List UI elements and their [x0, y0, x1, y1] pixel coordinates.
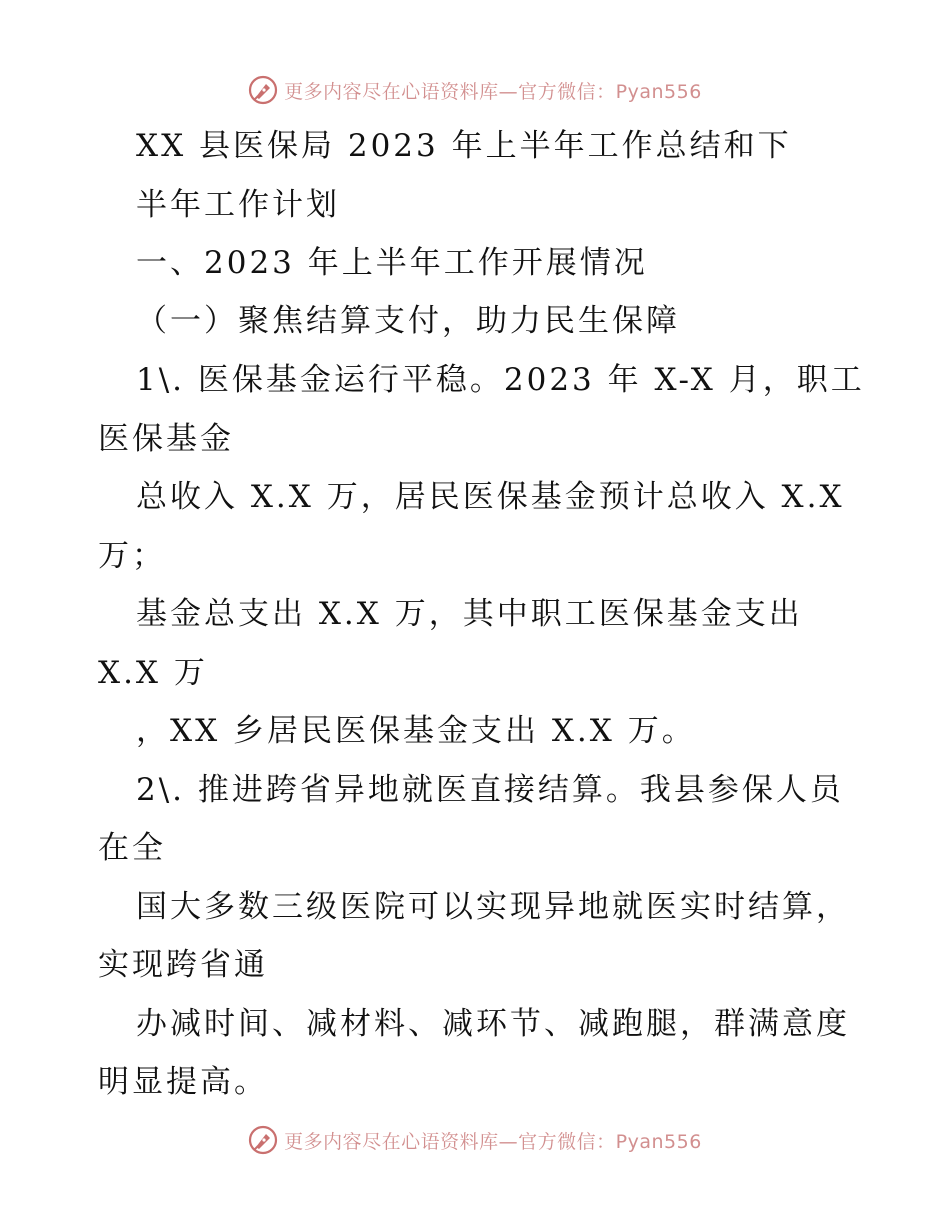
paragraph-line: 2\. 推进跨省异地就医直接结算。我县参保人员 — [136, 772, 844, 808]
document-title-line-2: 半年工作计划 — [136, 187, 340, 223]
document-title-line-1: XX 县医保局 2023 年上半年工作总结和下 — [136, 128, 792, 164]
paragraph-line: 实现跨省通 — [98, 947, 268, 983]
paragraph-line: 1\. 医保基金运行平稳。2023 年 X-X 月，职工 — [136, 362, 865, 398]
paragraph-line: 基金总支出 X.X 万，其中职工医保基金支出 — [136, 596, 803, 632]
paragraph-line: 国大多数三级医院可以实现异地就医实时结算， — [136, 889, 850, 925]
footer-watermark — [0, 1122, 950, 1158]
paragraph-line: 办减时间、减材料、减环节、减跑腿，群满意度 — [136, 1006, 850, 1042]
paragraph-line: 万； — [98, 538, 166, 574]
pen-nib-logo-icon — [248, 1125, 278, 1155]
paragraph-line: ，XX 乡居民医保基金支出 X.X 万。 — [136, 713, 696, 749]
paragraph-line: 在全 — [98, 830, 166, 866]
pen-nib-logo-icon — [248, 75, 278, 105]
watermark-text: 更多内容尽在心语资料库—官方微信：Pyan556 — [284, 80, 702, 103]
subsection-heading: （一）聚焦结算支付，助力民生保障 — [136, 303, 680, 339]
section-heading: 一、2023 年上半年工作开展情况 — [136, 245, 648, 281]
paragraph-line: 总收入 X.X 万，居民医保基金预计总收入 X.X — [136, 479, 845, 515]
paragraph-line: 明显提高。 — [98, 1064, 268, 1100]
paragraph-line: 医保基金 — [98, 421, 234, 457]
watermark-text: 更多内容尽在心语资料库—官方微信：Pyan556 — [284, 1130, 702, 1153]
paragraph-line: X.X 万 — [98, 655, 208, 691]
header-watermark — [0, 72, 950, 108]
